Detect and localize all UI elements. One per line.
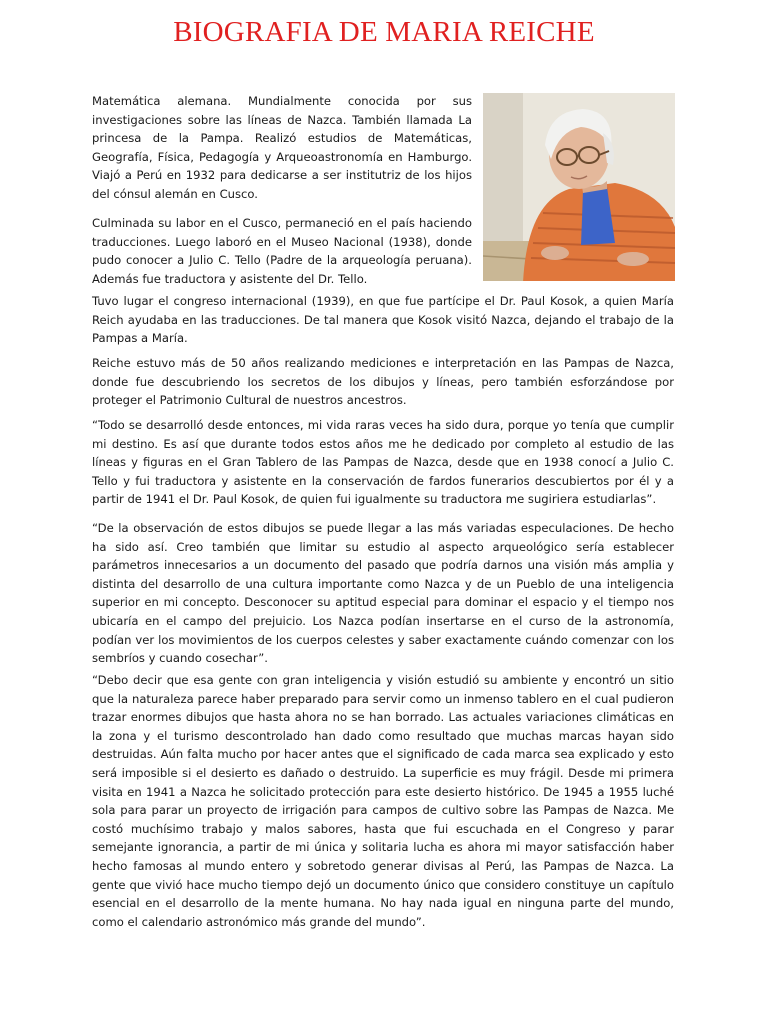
paragraph-cusco: Culminada su labor en el Cusco, permaneció en el país haciendo traducciones. Luego laboró en el Museo Nacional (1938), donde pudo conocer a Julio C. Tello (Padre de la arqueología peruana). Además fue traductora y asistente del Dr. Tello.	[92, 216, 472, 286]
paragraph-quote-destino: “Todo se desarrolló desde entonces, mi vida raras veces ha sido dura, porque yo tenía que cumplir mi destino. Es así que durante todos estos años me he dedicado por completo al estudio de las líneas y figuras en el Gran Tablero de las Pampas de Nazca, desde que en 1938 conocí a Julio C. Tello y fui traductora y asistente en la conservación de fardos funerarios descubiertos por él y a partir de 1941 el Dr. Paul Kosok, de quien fui igualmente su traductora me sugiriera estudiarlas”.	[92, 418, 674, 507]
paragraph-quote-observacion: “De la observación de estos dibujos se puede llegar a las más variadas especulaciones. De hecho ha sido así. Creo también que limitar su estudio al aspecto arqueológico sería establecer parámetros innecesarios a un documento del pasado que podría darnos una visión más amplia y distinta del desarrollo de una cultura importante como Nazca y de un Pueblo de una inteligencia superior en mi concepto. Desconocer su aptitud especial para dominar el espacio y el tiempo nos ubicaría en el campo del prejuicio. Los Nazca podían insertarse en el curso de la astronomía, podían ver los movimientos de los cuerpos celestes y saber exactamente cuándo comenzar con los sembríos y cuando cosechar”.	[92, 521, 674, 666]
portrait-photo-icon	[483, 93, 675, 281]
paragraph-mediciones: Reiche estuvo más de 50 años realizando mediciones e interpretación en las Pampas de Nazca, donde fue descubriendo los secretos de los dibujos y líneas, pero también esforzándose por proteger el Patrimonio Cultural de nuestros ancestros.	[92, 356, 674, 408]
maria-reiche-photo	[483, 93, 675, 281]
page-title: BIOGRAFIA DE MARIA REICHE	[173, 16, 595, 48]
paragraph-quote-proteccion: “Debo decir que esa gente con gran inteligencia y visión estudió su ambiente y encontró un sitio que la naturaleza parece haber preparado para servir como un inmenso tablero en el cual pudieron trazar enormes dibujos que hasta ahora no se han borrado. Las actuales variaciones climáticas en la zona y el turismo descontrolado han dado como resultado que muchas marcas hayan sido destruidas. Aún falta mucho por hacer antes que el significado de cada marca sea explicado y esto será imposible si el desierto es dañado o destruido. La superficie es muy frágil. Desde mi primera visita en 1941 a Nazca he solicitado protección para este desierto histórico. De 1945 a 1955 luché sola para parar un proyecto de irrigación para campos de cultivo sobre las Pampas de Nazca. Me costó muchísimo trabajo y malos sabores, hasta que fui escuchada en el Congreso y parar semejante ignorancia, a partir de mi única y solitaria lucha es ahora mi mayor satisfacción haber hecho famosas al mundo entero y sobretodo generar divisas al Perú, las Pampas de Nazca. La gente que vivió hace mucho tiempo dejó un documento único que considero constituye un capítulo esencial en el desarrollo de la mente humana. No hay nada igual en ninguna parte del mundo, como el calendario astronómico más grande del mundo”.	[92, 673, 674, 929]
paragraph-intro: Matemática alemana. Mundialmente conocida por sus investigaciones sobre las líneas de Nazca. También llamada La princesa de la Pampa. Realizó estudios de Matemáticas, Geografía, Física, Pedagogía y Arqueoastronomía en Hamburgo. Viajó a Perú en 1932 para dedicarse a ser institutriz de los hijos del cónsul alemán en Cusco.	[92, 94, 472, 201]
paragraph-congreso: Tuvo lugar el congreso internacional (1939), en que fue partícipe el Dr. Paul Kosok, a quien María Reich ayudaba en las traducciones. De tal manera que Kosok visitó Nazca, dejando el trabajo de la Pampas a María.	[92, 294, 674, 346]
